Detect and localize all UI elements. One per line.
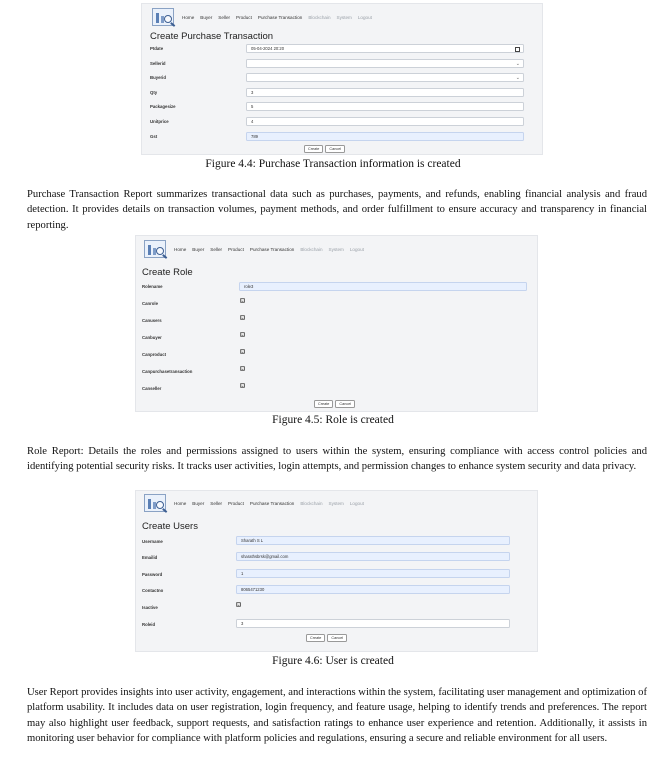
emailid-input[interactable] — [236, 552, 510, 561]
canseller-checkbox[interactable]: ☑ — [241, 383, 245, 388]
roleid-input[interactable] — [236, 619, 510, 628]
nav-buyer[interactable]: Buyer — [192, 500, 205, 506]
nav-purchase-transaction[interactable]: Purchase Transaction — [249, 246, 295, 252]
roleid-value: 3 — [241, 621, 244, 626]
field-label-canbuyer: Canbuyer — [142, 335, 162, 340]
field-label-canusers: Canusers — [142, 318, 162, 323]
field-label-canseller: Canseller — [142, 386, 162, 391]
nav-seller[interactable]: Seller — [210, 500, 223, 506]
chevron-down-icon: ⌄ — [515, 61, 520, 67]
rolename-input[interactable] — [239, 282, 527, 291]
ptdate-input[interactable] — [246, 44, 524, 53]
paragraph: Purchase Transaction Report summarizes transactional data such as purchases, payments, and refunds, enabling financial analysis and fraud detection. It provides details on transaction volumes, payment methods, and order fulfillment to ensure accuracy and transparency in financial reporting. — [27, 189, 647, 231]
nav-purchase-transaction[interactable]: Purchase Transaction — [249, 500, 295, 506]
field-label-contactno: Contactno — [142, 588, 164, 593]
nav-logout[interactable]: Logout — [349, 246, 364, 252]
packagesize-value: 5 — [251, 104, 254, 109]
password-value: 1 — [241, 571, 244, 576]
field-label-isactive: Isactive — [142, 605, 158, 610]
field-label-packagesize: Packagesize — [150, 104, 176, 109]
nav-product[interactable]: Product — [228, 246, 244, 252]
emailid-value: sharathsbrsk@gmail.com — [241, 554, 289, 559]
nav-blockchain[interactable]: Blockchain — [308, 14, 331, 20]
contactno-value: 8065471230 — [241, 587, 265, 592]
app-logo-icon — [152, 8, 174, 26]
gst-input[interactable] — [246, 132, 524, 141]
cancel-button[interactable]: Cancel — [327, 634, 347, 642]
canbuyer-checkbox[interactable]: ☑ — [241, 332, 245, 337]
screenshot-create-users — [135, 490, 538, 652]
field-label-username: Username — [142, 539, 163, 544]
gst-value: 789 — [251, 134, 258, 139]
canproduct-checkbox[interactable]: ☑ — [241, 349, 245, 354]
form-title: Create Purchase Transaction — [150, 31, 274, 42]
field-label-qty: Qty — [150, 90, 158, 95]
username-value: Sharath S L — [241, 538, 264, 543]
username-input[interactable] — [236, 536, 510, 545]
rolename-value: role3 — [244, 284, 254, 289]
canrole-checkbox[interactable]: ☑ — [241, 298, 245, 303]
nav-home[interactable]: Home — [174, 246, 187, 252]
paragraph: User Report provides insights into user activity, engagement, and interactions within the system, facilitating user management and optimization of platform usability. It includes data on user registration, login frequency, and feature usage, helping to identify trends and preferences. The report may also highlight user feedback, support requests, and satisfaction ratings to enhance user experience and retention. Additionally, it assists in monitoring user behavior for compliance with platform policies and regulations, ensuring a secure and reliable environment for all users. — [27, 687, 647, 744]
nav-purchase-transaction[interactable]: Purchase Transaction — [257, 14, 303, 20]
field-label-canpurchasetransaction: Canpurchasetransaction — [142, 369, 193, 374]
nav-seller[interactable]: Seller — [218, 14, 231, 20]
chevron-down-icon: ⌄ — [515, 75, 520, 81]
field-label-emailid: Emailid — [142, 555, 158, 560]
nav-system[interactable]: System — [328, 500, 344, 506]
cancel-button[interactable]: Cancel — [335, 400, 355, 408]
form-title: Create Users — [142, 521, 198, 532]
nav-buyer[interactable]: Buyer — [200, 14, 213, 20]
nav-blockchain[interactable]: Blockchain — [300, 500, 323, 506]
field-label-buyerid: Buyerid — [150, 75, 166, 80]
packagesize-input[interactable] — [246, 102, 524, 111]
nav-logout[interactable]: Logout — [357, 14, 372, 20]
nav-product[interactable]: Product — [236, 14, 252, 20]
field-label-canproduct: Canproduct — [142, 352, 167, 357]
nav-home[interactable]: Home — [182, 14, 195, 20]
field-label-sellerid: Sellerid — [150, 61, 166, 66]
sellerid-select[interactable] — [246, 59, 524, 68]
screenshot-create-role — [135, 235, 538, 412]
figure-caption: Figure 4.4: Purchase Transaction information is created — [205, 158, 461, 170]
field-label-unitprice: Unitprice — [150, 119, 169, 124]
qty-input[interactable] — [246, 88, 524, 97]
nav-seller[interactable]: Seller — [210, 246, 223, 252]
contactno-input[interactable] — [236, 585, 510, 594]
figure-caption: Figure 4.5: Role is created — [272, 414, 394, 426]
app-logo-icon — [144, 240, 166, 258]
field-label-gst: Gst — [150, 134, 158, 139]
buyerid-select[interactable] — [246, 73, 524, 82]
navbar — [152, 7, 542, 27]
create-button[interactable]: Create — [306, 634, 325, 642]
app-logo-icon — [144, 494, 166, 512]
navbar — [144, 493, 537, 513]
field-label-roleid: Roleid — [142, 622, 156, 627]
isactive-checkbox[interactable]: ☑ — [237, 602, 241, 607]
cancel-button[interactable]: Cancel — [325, 145, 345, 153]
field-label-canrole: Canrole — [142, 301, 158, 306]
form-title: Create Role — [142, 267, 193, 278]
nav-product[interactable]: Product — [228, 500, 244, 506]
unitprice-value: 4 — [251, 119, 254, 124]
field-label-rolename: Rolename — [142, 284, 163, 289]
nav-home[interactable]: Home — [174, 500, 187, 506]
field-label-ptdate: Ptdate — [150, 46, 164, 51]
navbar — [144, 239, 537, 259]
unitprice-input[interactable] — [246, 117, 524, 126]
paragraph: Role Report: Details the roles and permissions assigned to users within the system, ensuring compliance with access control policies and identifying potential security risks. It tracks user activities, login attempts, and permission changes to enhance system security and data privacy. — [27, 446, 647, 473]
password-input[interactable] — [236, 569, 510, 578]
screenshot-purchase-transaction — [141, 3, 543, 155]
nav-logout[interactable]: Logout — [349, 500, 364, 506]
ptdate-value: 05-04-2024 20:20 — [251, 46, 285, 51]
field-label-password: Password — [142, 572, 163, 577]
nav-blockchain[interactable]: Blockchain — [300, 246, 323, 252]
nav-system[interactable]: System — [328, 246, 344, 252]
canpurchasetransaction-checkbox[interactable]: ☑ — [241, 366, 245, 371]
calendar-icon[interactable] — [515, 47, 520, 52]
nav-system[interactable]: System — [336, 14, 352, 20]
create-button[interactable]: Create — [304, 145, 323, 153]
create-button[interactable]: Create — [314, 400, 333, 408]
figure-caption: Figure 4.6: User is created — [272, 655, 394, 667]
qty-value: 3 — [251, 90, 254, 95]
nav-buyer[interactable]: Buyer — [192, 246, 205, 252]
canusers-checkbox[interactable]: ☑ — [241, 315, 245, 320]
